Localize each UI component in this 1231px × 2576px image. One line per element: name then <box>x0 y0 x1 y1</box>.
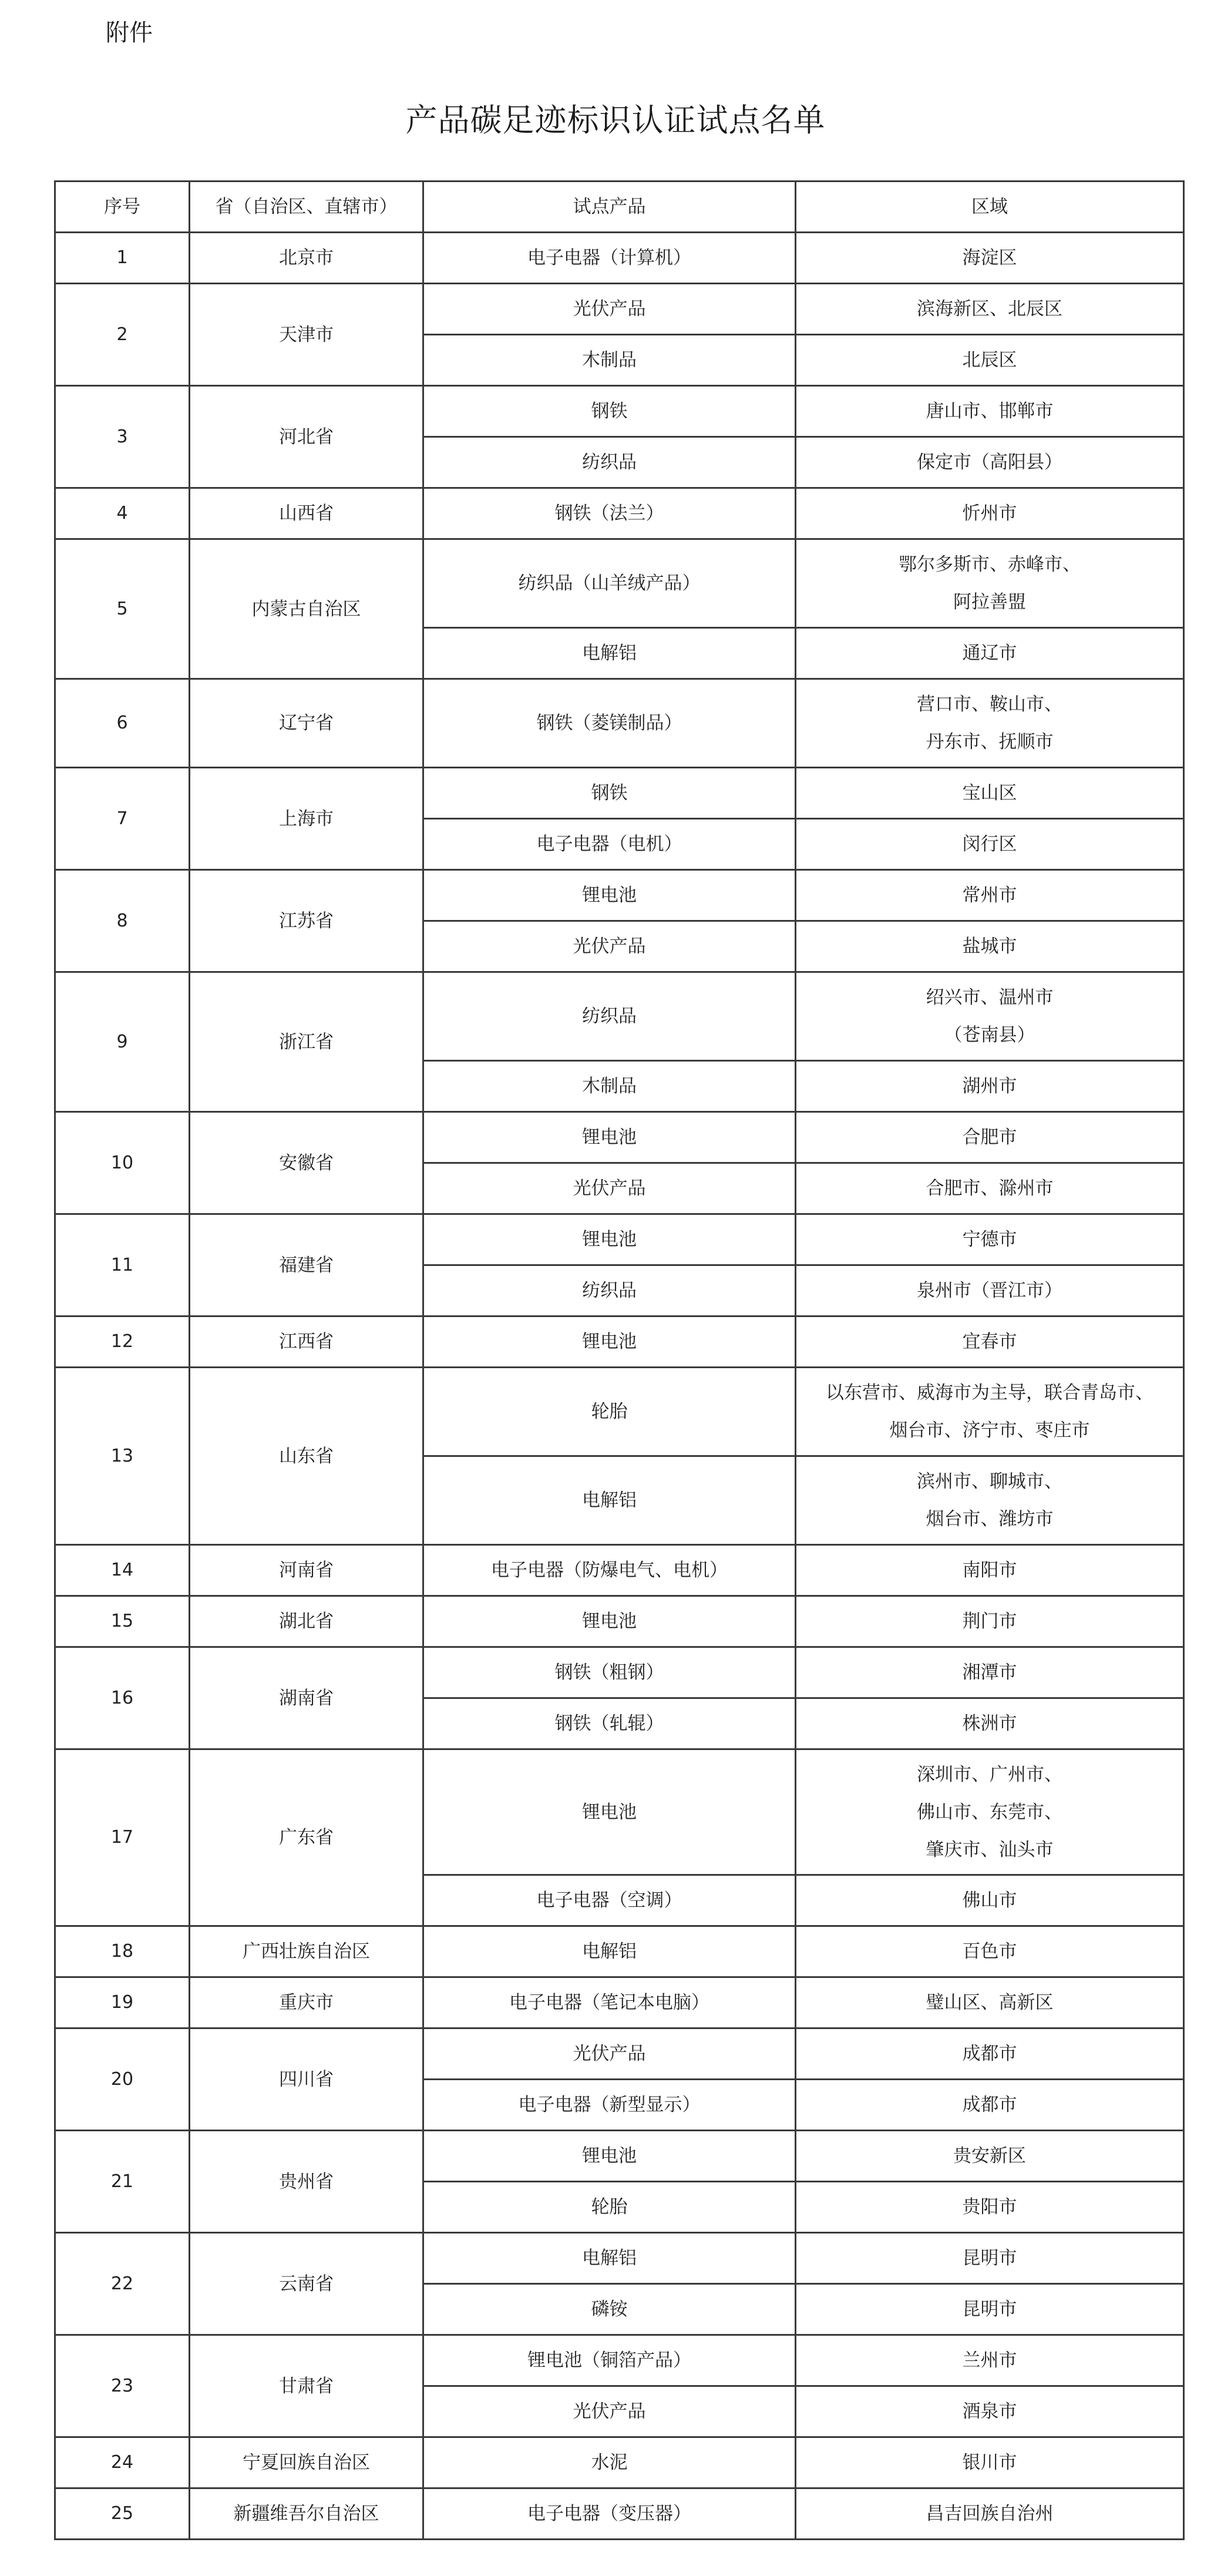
region-line: 绍兴市、温州市 <box>926 987 1054 1008</box>
region-line: 百色市 <box>962 1941 1017 1962</box>
cell-product: 光伏产品 <box>423 921 796 972</box>
cell-no: 11 <box>55 1214 190 1316</box>
cell-region <box>796 2284 1184 2335</box>
region-line: 成都市 <box>962 2094 1017 2115</box>
cell-product: 锂电池（铜箔产品） <box>423 2335 796 2386</box>
cell-province: 天津市 <box>190 284 423 386</box>
cell-region <box>796 628 1184 679</box>
cell-product: 电子电器（空调） <box>423 1875 796 1926</box>
region-line: 烟台市、潍坊市 <box>926 1509 1054 1530</box>
cell-province: 贵州省 <box>190 2131 423 2233</box>
region-line: 佛山市 <box>962 1890 1017 1911</box>
table-row <box>55 2028 1184 2080</box>
cell-no: 13 <box>55 1368 190 1545</box>
cell-region <box>796 1061 1184 1112</box>
region-line: 合肥市 <box>962 1127 1017 1148</box>
cell-no: 7 <box>55 768 190 870</box>
region-line: 滨州市、聊城市、 <box>917 1471 1062 1492</box>
cell-product: 锂电池 <box>423 870 796 921</box>
cell-product: 电子电器（笔记本电脑） <box>423 1977 796 2028</box>
cell-region <box>796 2080 1184 2131</box>
cell-region <box>796 1749 1184 1875</box>
region-line: 湖州市 <box>962 1076 1017 1097</box>
cell-product: 纺织品 <box>423 437 796 488</box>
cell-product: 光伏产品 <box>423 2028 796 2080</box>
cell-region <box>796 488 1184 539</box>
region-line: 深圳市、广州市、 <box>917 1764 1062 1785</box>
cell-region <box>796 921 1184 972</box>
region-line: 唐山市、邯郸市 <box>926 401 1054 422</box>
region-line: （苍南县） <box>944 1025 1035 1046</box>
cell-region <box>796 1456 1184 1545</box>
cell-product: 水泥 <box>423 2437 796 2488</box>
cell-province: 河南省 <box>190 1545 423 1596</box>
cell-province: 江西省 <box>190 1316 423 1368</box>
cell-no: 24 <box>55 2437 190 2488</box>
cell-region <box>796 2233 1184 2284</box>
cell-product: 电子电器（电机） <box>423 819 796 870</box>
cell-region <box>796 1875 1184 1926</box>
region-line: 盐城市 <box>962 936 1017 957</box>
table-row <box>55 679 1184 768</box>
table-header-row <box>55 182 1184 233</box>
cell-region <box>796 679 1184 768</box>
cell-province: 云南省 <box>190 2233 423 2335</box>
cell-product: 纺织品（山羊绒产品） <box>423 539 796 628</box>
cell-product: 轮胎 <box>423 1368 796 1456</box>
cell-region <box>796 1368 1184 1456</box>
cell-product: 木制品 <box>423 1061 796 1112</box>
table-row <box>55 386 1184 437</box>
region-line: 昆明市 <box>962 2299 1017 2320</box>
region-line: 酒泉市 <box>962 2401 1017 2422</box>
cell-product: 电子电器（新型显示） <box>423 2080 796 2131</box>
table-row <box>55 1647 1184 1698</box>
cell-product: 锂电池 <box>423 1214 796 1265</box>
cell-no: 22 <box>55 2233 190 2335</box>
table-row <box>55 1749 1184 1875</box>
table-row <box>55 1977 1184 2028</box>
cell-region <box>796 2437 1184 2488</box>
cell-no: 25 <box>55 2488 190 2540</box>
table-row <box>55 539 1184 628</box>
cell-region <box>796 768 1184 819</box>
cell-region <box>796 2386 1184 2437</box>
header-product: 试点产品 <box>423 182 796 233</box>
cell-region <box>796 1163 1184 1214</box>
cell-region <box>796 870 1184 921</box>
cell-province: 湖南省 <box>190 1647 423 1749</box>
table-row <box>55 488 1184 539</box>
region-line: 常州市 <box>962 885 1017 906</box>
cell-region <box>796 233 1184 284</box>
cell-product: 轮胎 <box>423 2182 796 2233</box>
region-line: 鄂尔多斯市、赤峰市、 <box>899 554 1081 575</box>
cell-no: 20 <box>55 2028 190 2131</box>
region-line: 泉州市（晋江市） <box>917 1280 1062 1301</box>
cell-province: 山西省 <box>190 488 423 539</box>
table-row <box>55 972 1184 1061</box>
cell-region <box>796 1112 1184 1163</box>
cell-product: 电解铝 <box>423 2233 796 2284</box>
cell-product: 钢铁（法兰） <box>423 488 796 539</box>
cell-province: 江苏省 <box>190 870 423 972</box>
region-line: 阿拉善盟 <box>953 592 1026 613</box>
cell-product: 锂电池 <box>423 2131 796 2182</box>
cell-region <box>796 437 1184 488</box>
cell-product: 钢铁（轧辊） <box>423 1698 796 1749</box>
pilot-list-table <box>54 180 1185 2540</box>
region-line: 忻州市 <box>962 503 1017 524</box>
cell-region <box>796 2335 1184 2386</box>
cell-region <box>796 539 1184 628</box>
table-row <box>55 1596 1184 1647</box>
region-line: 肇庆市、汕头市 <box>926 1839 1054 1860</box>
cell-province: 辽宁省 <box>190 679 423 768</box>
cell-no: 1 <box>55 233 190 284</box>
page-title: 产品碳足迹标识认证试点名单 <box>405 102 826 139</box>
region-line: 烟台市、济宁市、枣庄市 <box>889 1420 1090 1441</box>
region-line: 昌吉回族自治州 <box>926 2503 1054 2524</box>
region-line: 湘潭市 <box>962 1662 1017 1683</box>
table-row <box>55 2233 1184 2284</box>
region-line: 璧山区、高新区 <box>926 1992 1054 2013</box>
cell-region <box>796 386 1184 437</box>
region-line: 宝山区 <box>962 782 1017 804</box>
cell-product: 电解铝 <box>423 1926 796 1977</box>
table-row <box>55 1926 1184 1977</box>
region-line: 营口市、鞍山市、 <box>917 694 1062 715</box>
cell-no: 23 <box>55 2335 190 2437</box>
region-line: 丹东市、抚顺市 <box>926 731 1054 753</box>
cell-region <box>796 819 1184 870</box>
header-region: 区域 <box>796 182 1184 233</box>
cell-region <box>796 1214 1184 1265</box>
region-line: 株洲市 <box>962 1713 1017 1734</box>
cell-product: 锂电池 <box>423 1596 796 1647</box>
cell-product: 钢铁 <box>423 768 796 819</box>
cell-region <box>796 1545 1184 1596</box>
cell-product: 电解铝 <box>423 1456 796 1545</box>
table-body <box>55 233 1184 2540</box>
table-row <box>55 1316 1184 1368</box>
region-line: 贵阳市 <box>962 2197 1017 2218</box>
cell-region <box>796 2488 1184 2540</box>
cell-product: 电解铝 <box>423 628 796 679</box>
cell-region <box>796 335 1184 386</box>
cell-province: 安徽省 <box>190 1112 423 1214</box>
region-line: 合肥市、滁州市 <box>926 1178 1054 1199</box>
cell-no: 17 <box>55 1749 190 1926</box>
cell-product: 钢铁（粗钢） <box>423 1647 796 1698</box>
cell-province: 山东省 <box>190 1368 423 1545</box>
cell-no: 3 <box>55 386 190 488</box>
cell-product: 纺织品 <box>423 1265 796 1316</box>
cell-region <box>796 1316 1184 1368</box>
region-line: 通辽市 <box>962 643 1017 664</box>
table-row <box>55 1214 1184 1265</box>
cell-no: 14 <box>55 1545 190 1596</box>
cell-region <box>796 1698 1184 1749</box>
cell-region <box>796 2131 1184 2182</box>
table-row <box>55 1368 1184 1456</box>
table-row <box>55 233 1184 284</box>
table-row <box>55 1545 1184 1596</box>
cell-province: 浙江省 <box>190 972 423 1112</box>
attachment-label: 附件 <box>106 19 153 46</box>
cell-product: 锂电池 <box>423 1749 796 1875</box>
region-line: 宜春市 <box>962 1331 1017 1352</box>
cell-product: 锂电池 <box>423 1316 796 1368</box>
cell-product: 光伏产品 <box>423 2386 796 2437</box>
cell-province: 上海市 <box>190 768 423 870</box>
cell-product: 锂电池 <box>423 1112 796 1163</box>
table-row <box>55 2335 1184 2386</box>
cell-product: 钢铁（菱镁制品） <box>423 679 796 768</box>
header-no: 序号 <box>55 182 190 233</box>
region-line: 贵安新区 <box>953 2145 1026 2167</box>
cell-product: 电子电器（计算机） <box>423 233 796 284</box>
cell-province: 甘肃省 <box>190 2335 423 2437</box>
cell-no: 9 <box>55 972 190 1112</box>
cell-no: 18 <box>55 1926 190 1977</box>
region-line: 宁德市 <box>962 1229 1017 1250</box>
cell-province: 福建省 <box>190 1214 423 1316</box>
region-line: 兰州市 <box>962 2350 1017 2371</box>
table-row <box>55 1112 1184 1163</box>
table-row <box>55 2131 1184 2182</box>
cell-province: 四川省 <box>190 2028 423 2131</box>
cell-product: 钢铁 <box>423 386 796 437</box>
region-line: 北辰区 <box>962 350 1017 371</box>
cell-product: 电子电器（变压器） <box>423 2488 796 2540</box>
cell-product: 电子电器（防爆电气、电机） <box>423 1545 796 1596</box>
cell-product: 磷铵 <box>423 2284 796 2335</box>
cell-region <box>796 1647 1184 1698</box>
cell-province: 北京市 <box>190 233 423 284</box>
cell-region <box>796 284 1184 335</box>
region-line: 闵行区 <box>962 834 1017 855</box>
region-line: 荆门市 <box>962 1611 1017 1632</box>
cell-no: 5 <box>55 539 190 679</box>
cell-region <box>796 1926 1184 1977</box>
cell-region <box>796 2028 1184 2080</box>
cell-product: 纺织品 <box>423 972 796 1061</box>
table-row <box>55 2437 1184 2488</box>
cell-province: 重庆市 <box>190 1977 423 2028</box>
cell-no: 2 <box>55 284 190 386</box>
cell-province: 宁夏回族自治区 <box>190 2437 423 2488</box>
cell-no: 16 <box>55 1647 190 1749</box>
table-row <box>55 284 1184 335</box>
cell-no: 8 <box>55 870 190 972</box>
cell-province: 内蒙古自治区 <box>190 539 423 679</box>
region-line: 昆明市 <box>962 2248 1017 2269</box>
cell-no: 4 <box>55 488 190 539</box>
table-row <box>55 870 1184 921</box>
cell-region <box>796 1977 1184 2028</box>
cell-no: 6 <box>55 679 190 768</box>
cell-no: 12 <box>55 1316 190 1368</box>
cell-no: 19 <box>55 1977 190 2028</box>
table-row <box>55 768 1184 819</box>
cell-province: 广西壮族自治区 <box>190 1926 423 1977</box>
cell-province: 湖北省 <box>190 1596 423 1647</box>
region-line: 以东营市、威海市为主导，联合青岛市、 <box>826 1382 1153 1403</box>
region-line: 海淀区 <box>962 247 1017 268</box>
region-line: 保定市（高阳县） <box>917 452 1062 473</box>
table-row <box>55 2488 1184 2540</box>
region-line: 南阳市 <box>962 1560 1017 1581</box>
cell-product: 光伏产品 <box>423 1163 796 1214</box>
region-line: 滨海新区、北辰区 <box>917 298 1062 320</box>
cell-province: 河北省 <box>190 386 423 488</box>
cell-no: 15 <box>55 1596 190 1647</box>
cell-province: 广东省 <box>190 1749 423 1926</box>
region-line: 成都市 <box>962 2043 1017 2064</box>
cell-region <box>796 2182 1184 2233</box>
region-line: 银川市 <box>962 2452 1017 2473</box>
cell-no: 21 <box>55 2131 190 2233</box>
cell-no: 10 <box>55 1112 190 1214</box>
region-line: 佛山市、东莞市、 <box>917 1801 1062 1823</box>
cell-product: 木制品 <box>423 335 796 386</box>
cell-product: 光伏产品 <box>423 284 796 335</box>
cell-region <box>796 1265 1184 1316</box>
header-province: 省（自治区、直辖市） <box>190 182 423 233</box>
cell-region <box>796 1596 1184 1647</box>
cell-region <box>796 972 1184 1061</box>
cell-province: 新疆维吾尔自治区 <box>190 2488 423 2540</box>
